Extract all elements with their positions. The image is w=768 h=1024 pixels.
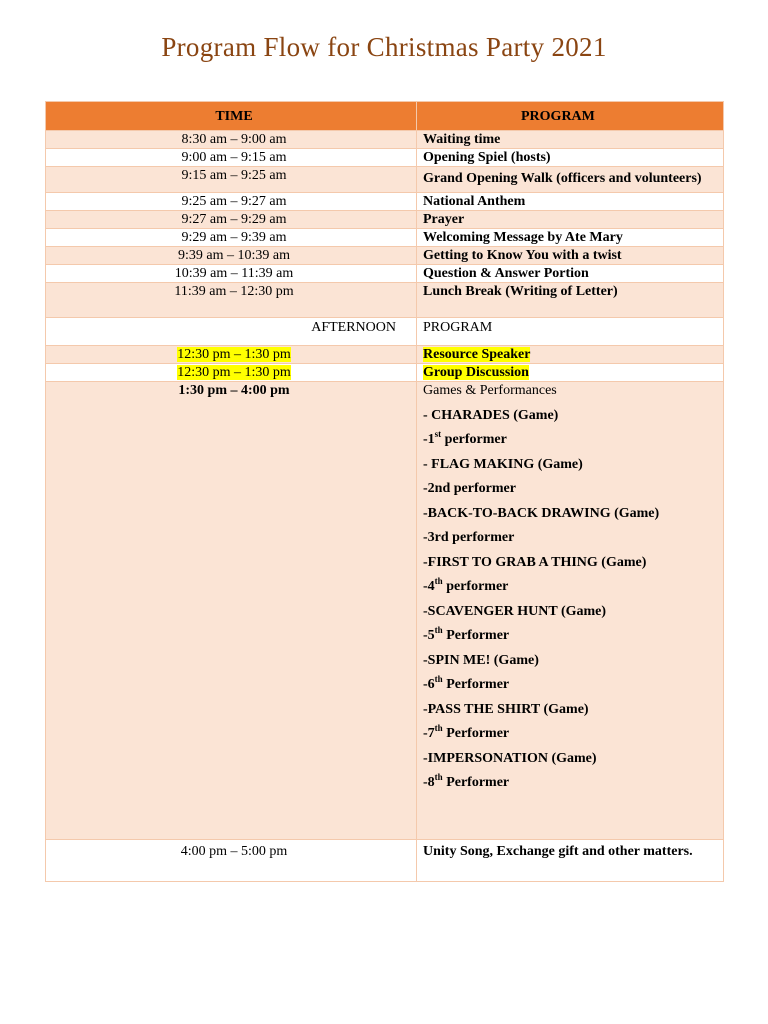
list-item: -SCAVENGER HUNT (Game) xyxy=(423,603,607,619)
row-time: 9:27 am – 9:29 am xyxy=(46,210,417,228)
row-time: 11:39 am – 12:30 pm xyxy=(46,282,417,317)
row-program: Prayer xyxy=(417,210,724,228)
afternoon-section-row xyxy=(46,317,724,345)
table-row xyxy=(46,246,724,264)
list-item: -3rd performer xyxy=(423,530,515,545)
row-time: 12:30 pm – 1:30 pm xyxy=(46,345,417,363)
row-program: Grand Opening Walk (officers and volunteers) xyxy=(417,167,724,193)
games-row xyxy=(46,381,724,839)
table-row xyxy=(46,345,724,363)
afternoon-program-label: PROGRAM xyxy=(417,317,724,345)
list-item: - FLAG MAKING (Game) xyxy=(423,456,583,472)
row-time: 9:39 am – 10:39 am xyxy=(46,246,417,264)
row-program: Unity Song, Exchange gift and other matters. xyxy=(417,839,724,881)
header-program: PROGRAM xyxy=(417,102,724,131)
table-row xyxy=(46,839,724,881)
table-row xyxy=(46,131,724,149)
row-time: 8:30 am – 9:00 am xyxy=(46,131,417,149)
games-heading: Games & Performances xyxy=(423,382,557,398)
list-item: -2nd performer xyxy=(423,481,516,496)
list-item: -IMPERSONATION (Game) xyxy=(423,750,597,766)
list-item: -7th Performer xyxy=(423,723,510,741)
table-row xyxy=(46,282,724,317)
row-time: 9:00 am – 9:15 am xyxy=(46,149,417,167)
games-time: 1:30 pm – 4:00 pm xyxy=(46,381,417,839)
table-row xyxy=(46,210,724,228)
row-program: Group Discussion xyxy=(417,363,724,381)
row-time: 4:00 pm – 5:00 pm xyxy=(46,839,417,881)
row-time: 9:15 am – 9:25 am xyxy=(46,167,417,193)
row-program: Waiting time xyxy=(417,131,724,149)
list-item: -6th Performer xyxy=(423,674,510,692)
table-row xyxy=(46,264,724,282)
row-time: 12:30 pm – 1:30 pm xyxy=(46,363,417,381)
row-program: Lunch Break (Writing of Letter) xyxy=(417,282,724,317)
row-program: National Anthem xyxy=(417,192,724,210)
row-program: Resource Speaker xyxy=(417,345,724,363)
row-program: Getting to Know You with a twist xyxy=(417,246,724,264)
row-program: Question & Answer Portion xyxy=(417,264,724,282)
list-item: -FIRST TO GRAB A THING (Game) xyxy=(423,554,647,570)
row-time: 9:25 am – 9:27 am xyxy=(46,192,417,210)
games-list xyxy=(417,381,724,839)
table-row xyxy=(46,192,724,210)
row-program: Welcoming Message by Ate Mary xyxy=(417,228,724,246)
list-item: -4th performer xyxy=(423,576,509,594)
afternoon-label: AFTERNOON xyxy=(46,317,417,345)
table-row xyxy=(46,228,724,246)
header-time: TIME xyxy=(46,102,417,131)
list-item: -1st performer xyxy=(423,429,507,447)
program-table xyxy=(45,101,724,882)
table-header-row xyxy=(46,102,724,131)
row-time: 9:29 am – 9:39 am xyxy=(46,228,417,246)
list-item: -5th Performer xyxy=(423,625,510,643)
table-row xyxy=(46,149,724,167)
table-row xyxy=(46,363,724,381)
page-title: Program Flow for Christmas Party 2021 xyxy=(161,32,607,62)
list-item: - CHARADES (Game) xyxy=(423,407,559,423)
row-time: 10:39 am – 11:39 am xyxy=(46,264,417,282)
list-item: -BACK-TO-BACK DRAWING (Game) xyxy=(423,505,660,521)
list-item: -PASS THE SHIRT (Game) xyxy=(423,701,589,717)
list-item: -SPIN ME! (Game) xyxy=(423,652,539,668)
list-item: -8th Performer xyxy=(423,772,510,790)
table-row xyxy=(46,167,724,193)
row-program: Opening Spiel (hosts) xyxy=(417,149,724,167)
